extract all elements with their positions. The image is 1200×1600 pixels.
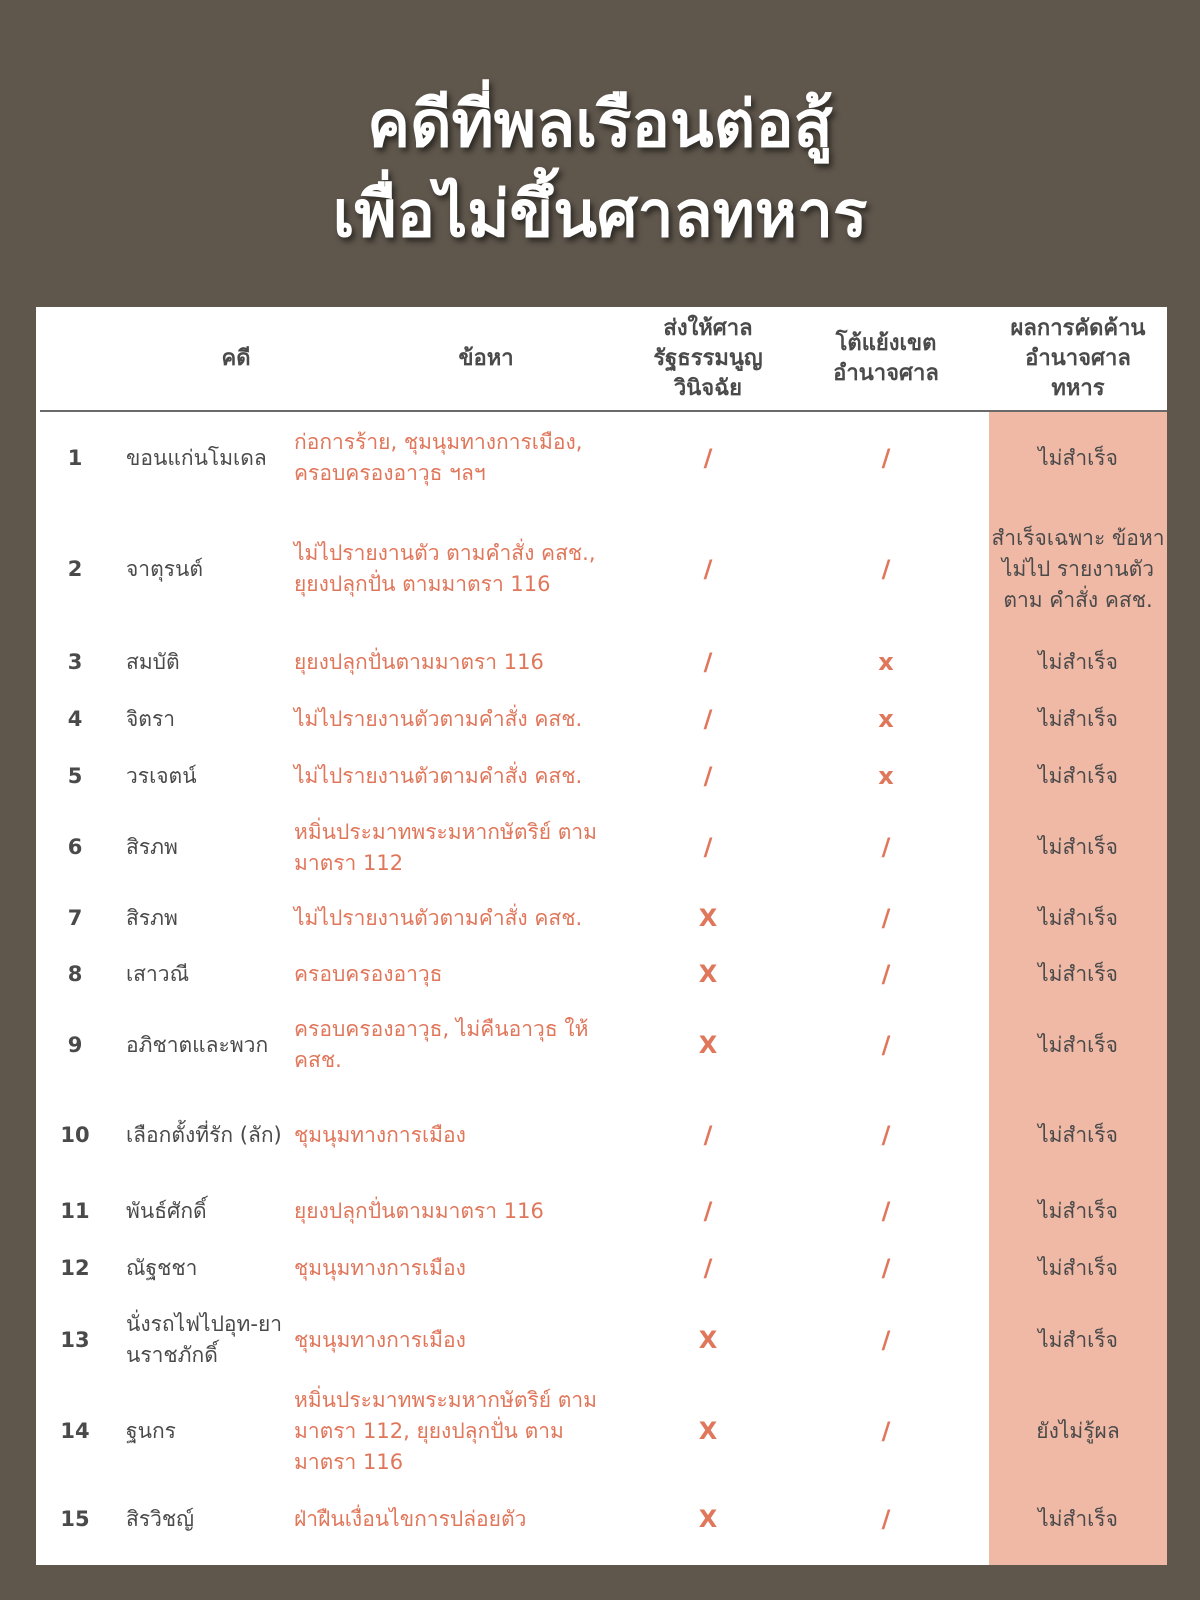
charge-text: ชุมนุมทางการเมือง xyxy=(294,1327,466,1352)
row-number: 9 xyxy=(67,1032,83,1057)
case-name: ฐนกร xyxy=(126,1418,176,1443)
constitutional-court-mark: X xyxy=(698,903,718,932)
header-case: คดี xyxy=(221,346,251,371)
row-number: 15 xyxy=(60,1506,90,1531)
constitutional-court-mark: / xyxy=(703,833,713,861)
result-text: ไม่สำเร็จ xyxy=(1038,764,1118,788)
table-row xyxy=(36,1183,1167,1240)
jurisdiction-mark: x xyxy=(878,762,894,790)
case-name: สิรวิชญ์ xyxy=(126,1506,195,1531)
jurisdiction-mark: x xyxy=(878,648,894,676)
row-number: 4 xyxy=(67,707,83,731)
table-row xyxy=(36,1479,1167,1559)
jurisdiction-mark: / xyxy=(881,554,891,583)
case-name: อภิชาตและพวก xyxy=(126,1032,269,1057)
constitutional-court-mark: X xyxy=(698,1504,718,1533)
case-name: จิตรา xyxy=(126,707,176,731)
title-line-2: เพื่อไม่ขึ้นศาลทหาร xyxy=(332,178,868,252)
charge-text: หมิ่นประมาทพระมหากษัตริย์ ตามมาตรา 112, ยุยงปลุกปั่น ตามมาตรา 116 xyxy=(294,1387,598,1474)
result-text: ไม่สำเร็จ xyxy=(1038,835,1118,859)
charge-text: ไม่ไปรายงานตัวตามคำสั่ง คสช. xyxy=(294,707,583,731)
table-row xyxy=(36,890,1167,946)
constitutional-court-mark: X xyxy=(698,960,718,988)
row-number: 14 xyxy=(60,1418,90,1443)
table-row xyxy=(36,946,1167,1003)
result-text: ไม่สำเร็จ xyxy=(1038,445,1118,470)
result-text: ไม่สำเร็จ xyxy=(1038,905,1118,930)
result-text: ยังไม่รู้ผล xyxy=(1036,1418,1120,1443)
charge-text: ชุมนุมทางการเมือง xyxy=(294,1122,466,1147)
constitutional-court-mark: / xyxy=(703,554,713,583)
table-row xyxy=(36,748,1167,805)
charge-text: ไม่ไปรายงานตัว ตามคำสั่ง คสช., ยุยงปลุกปั่น ตามมาตรา 116 xyxy=(294,541,596,596)
jurisdiction-mark: / xyxy=(881,443,891,472)
result-text: ไม่สำเร็จ xyxy=(1038,1199,1118,1223)
constitutional-court-mark: X xyxy=(698,1030,718,1059)
jurisdiction-mark: / xyxy=(881,1197,891,1225)
table-row xyxy=(36,1383,1167,1479)
charge-text: ไม่ไปรายงานตัวตามคำสั่ง คสช. xyxy=(294,764,583,788)
constitutional-court-mark: X xyxy=(698,1416,718,1445)
jurisdiction-mark: / xyxy=(881,1120,891,1149)
jurisdiction-mark: / xyxy=(881,1254,891,1282)
jurisdiction-mark: / xyxy=(881,833,891,861)
row-number: 2 xyxy=(67,556,83,581)
constitutional-court-mark: / xyxy=(703,648,713,676)
case-name: พันธ์ศักดิ์ xyxy=(126,1199,207,1223)
charge-text: ฝ่าฝืนเงื่อนไขการปล่อยตัว xyxy=(294,1506,527,1531)
case-name: นั่งรถไฟไปอุท-ยานราชภักดิ์ xyxy=(126,1312,283,1367)
case-name: สิรภพ xyxy=(126,905,178,930)
jurisdiction-mark: / xyxy=(881,903,891,932)
jurisdiction-mark: / xyxy=(881,1325,891,1354)
table-row xyxy=(36,805,1167,890)
row-number: 11 xyxy=(60,1199,90,1223)
charge-text: ไม่ไปรายงานตัวตามคำสั่ง คสช. xyxy=(294,905,583,930)
row-number: 10 xyxy=(60,1122,90,1147)
constitutional-court-mark: / xyxy=(703,443,713,472)
case-name: เลือกตั้งที่รัก (ลัก) xyxy=(126,1122,282,1147)
charge-text: ชุมนุมทางการเมือง xyxy=(294,1256,466,1280)
row-number: 13 xyxy=(60,1327,90,1352)
row-number: 12 xyxy=(60,1256,90,1280)
result-text: ไม่สำเร็จ xyxy=(1038,1032,1118,1057)
header-result: ผลการคัดค้าน อำนาจศาล ทหาร xyxy=(1010,316,1146,401)
table-row xyxy=(36,412,1167,504)
header-constitutional-court: ส่งให้ศาล รัฐธรรมนูญ วินิจฉัย xyxy=(653,316,763,401)
row-number: 8 xyxy=(67,962,83,986)
result-text: ไม่สำเร็จ xyxy=(1038,707,1118,731)
result-text: ไม่สำเร็จ xyxy=(1038,650,1118,674)
table-header xyxy=(36,307,1167,411)
header-charge: ข้อหา xyxy=(458,346,514,371)
jurisdiction-mark: / xyxy=(881,1416,891,1445)
constitutional-court-mark: X xyxy=(698,1325,718,1354)
case-name: ณัฐชชา xyxy=(126,1256,198,1280)
result-text: ไม่สำเร็จ xyxy=(1038,962,1118,986)
table-row xyxy=(36,1003,1167,1087)
charge-text: ครอบครองอาวุธ xyxy=(294,962,443,986)
row-number: 3 xyxy=(67,650,83,674)
jurisdiction-mark: / xyxy=(881,1504,891,1533)
charge-text: ก่อการร้าย, ชุมนุมทางการเมือง, ครอบครองอาวุธ ฯลฯ xyxy=(294,430,583,485)
constitutional-court-mark: / xyxy=(703,762,713,790)
case-name: จาตุรนต์ xyxy=(126,556,204,581)
row-number: 7 xyxy=(67,905,83,930)
charge-text: ยุยงปลุกปั่นตามมาตรา 116 xyxy=(294,650,544,674)
constitutional-court-mark: / xyxy=(703,1120,713,1149)
table-row xyxy=(36,691,1167,748)
cases-table xyxy=(36,307,1167,1565)
charge-text: ยุยงปลุกปั่นตามมาตรา 116 xyxy=(294,1199,544,1223)
header-jurisdiction: โต้แย้งเขต อำนาจศาล xyxy=(833,331,939,386)
result-text: ไม่สำเร็จ xyxy=(1038,1256,1118,1280)
result-text: ไม่สำเร็จ xyxy=(1038,1327,1118,1352)
result-text: ไม่สำเร็จ xyxy=(1038,1122,1118,1147)
case-name: วรเจตน์ xyxy=(126,764,197,788)
jurisdiction-mark: / xyxy=(881,1030,891,1059)
page-title xyxy=(0,80,1200,260)
case-name: สิรภพ xyxy=(126,835,178,859)
table-row xyxy=(36,1240,1167,1297)
case-name: ขอนแก่นโมเดล xyxy=(126,445,267,470)
title-line-1: คดีที่พลเรือนต่อสู้ xyxy=(367,88,833,162)
constitutional-court-mark: / xyxy=(703,1197,713,1225)
charge-text: หมิ่นประมาทพระมหากษัตริย์ ตามมาตรา 112 xyxy=(294,819,598,875)
charge-text: ครอบครองอาวุธ, ไม่คืนอาวุธ ให้ คสช. xyxy=(294,1017,589,1072)
row-number: 5 xyxy=(67,764,83,788)
table-row xyxy=(36,634,1167,691)
table-row xyxy=(36,1087,1167,1183)
case-name: เสาวณี xyxy=(126,962,190,986)
table-row xyxy=(36,504,1167,634)
jurisdiction-mark: / xyxy=(881,960,891,988)
case-name: สมบัติ xyxy=(126,650,180,674)
jurisdiction-mark: x xyxy=(878,705,894,733)
result-text: ไม่สำเร็จ xyxy=(1038,1506,1118,1531)
result-text: สำเร็จเฉพาะ ข้อหาไม่ไป รายงานตัวตาม คำสั่ง คสช. xyxy=(991,525,1165,612)
constitutional-court-mark: / xyxy=(703,705,713,733)
constitutional-court-mark: / xyxy=(703,1254,713,1282)
row-number: 6 xyxy=(67,835,83,859)
table-row xyxy=(36,1297,1167,1383)
row-number: 1 xyxy=(67,445,83,470)
